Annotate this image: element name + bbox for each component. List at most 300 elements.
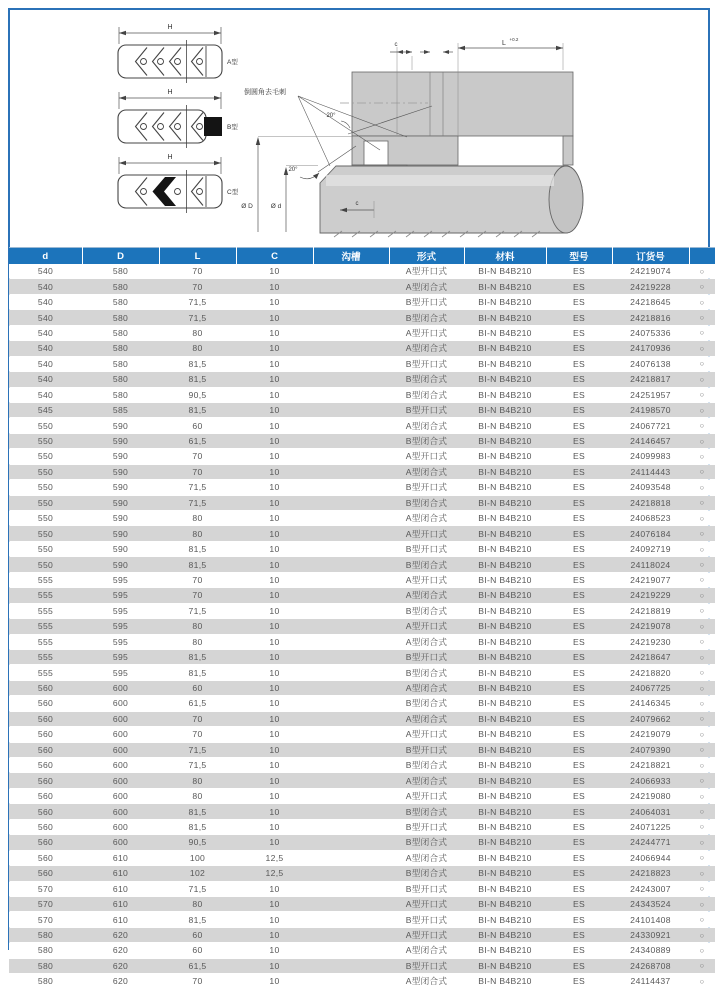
table-cell: 70 — [192, 729, 203, 740]
table-cell: ES — [572, 513, 586, 524]
table-cell: 24340889 — [630, 945, 671, 956]
table-cell: 10 — [269, 899, 280, 910]
table-cell: ES — [572, 621, 586, 632]
table-cell: A型开口式 — [405, 451, 448, 462]
table-cell: 24218645 — [630, 297, 671, 308]
table-cell: 10 — [269, 729, 280, 740]
table-cell: 10 — [269, 436, 280, 447]
angle-20-lower: 20° — [288, 167, 298, 173]
table-row — [9, 310, 715, 325]
table-row — [9, 696, 715, 711]
table-cell: 540 — [37, 343, 54, 354]
header-order-no: 订货号 — [612, 248, 689, 265]
table-cell: 560 — [37, 713, 54, 724]
table-cell: 600 — [112, 791, 129, 802]
table-cell: 580 — [37, 976, 54, 987]
table-cell: B型闭合式 — [405, 312, 448, 323]
table-cell: B型开口式 — [405, 960, 448, 971]
table-cell: 24218816 — [630, 312, 671, 323]
availability-circle: ○ — [699, 915, 705, 925]
availability-circle: ○ — [699, 266, 705, 276]
table-cell: 540 — [37, 374, 54, 385]
availability-circle: ○ — [699, 745, 705, 755]
table-cell: A型闭合式 — [405, 945, 448, 956]
table-cell: 555 — [37, 636, 54, 647]
table-cell: 10 — [269, 420, 280, 431]
table-cell: ES — [572, 636, 586, 647]
table-cell: BI-N B4B210 — [478, 358, 532, 369]
table-cell: 24218819 — [630, 605, 671, 616]
table-row — [9, 711, 715, 726]
table-cell: 560 — [37, 837, 54, 848]
table-cell: 590 — [112, 497, 129, 508]
table-cell: 600 — [112, 698, 129, 709]
table-row — [9, 511, 715, 526]
table-cell: 10 — [269, 574, 280, 585]
availability-circle: ○ — [699, 328, 705, 338]
table-cell: ES — [572, 436, 586, 447]
table-cell: 10 — [269, 297, 280, 308]
availability-circle: ○ — [699, 884, 705, 894]
table-cell: BI-N B4B210 — [478, 852, 532, 863]
availability-circle: ○ — [699, 837, 705, 847]
table-cell: 595 — [112, 621, 129, 632]
table-cell — [313, 356, 389, 371]
table-cell: 24218820 — [630, 667, 671, 678]
table-cell: 555 — [37, 590, 54, 601]
table-cell: 545 — [37, 405, 54, 416]
table-cell: 540 — [37, 281, 54, 292]
table-cell: 555 — [37, 574, 54, 585]
availability-circle: ○ — [699, 976, 705, 986]
table-cell: ES — [572, 544, 586, 555]
table-cell: 10 — [269, 914, 280, 925]
availability-circle: ○ — [699, 467, 705, 477]
table-cell: 600 — [112, 806, 129, 817]
table-cell: 560 — [37, 806, 54, 817]
seal-section-a — [118, 24, 238, 83]
dim-c-bottom-label: c — [355, 201, 359, 207]
table-cell: 10 — [269, 590, 280, 601]
availability-circle: ○ — [699, 807, 705, 817]
table-cell: 540 — [37, 312, 54, 323]
table-cell: 600 — [112, 837, 129, 848]
table-cell: 540 — [37, 358, 54, 369]
table-row — [9, 294, 715, 309]
availability-circle: ○ — [699, 868, 705, 878]
table-cell: ES — [572, 466, 586, 477]
availability-circle: ○ — [699, 498, 705, 508]
table-cell: 550 — [37, 528, 54, 539]
table-cell: A型开口式 — [405, 327, 448, 338]
table-cell: 24114443 — [630, 466, 671, 477]
dim-l-tolerance: +0.2 — [509, 37, 519, 42]
table-cell: 560 — [37, 683, 54, 694]
table-cell: ES — [572, 281, 586, 292]
technical-drawing — [8, 8, 712, 246]
table-cell: BI-N B4B210 — [478, 760, 532, 771]
table-row — [9, 341, 715, 356]
installation-drawing — [241, 37, 583, 237]
table-cell: 70 — [192, 976, 203, 987]
table-cell: BI-N B4B210 — [478, 590, 532, 601]
table-cell: BI-N B4B210 — [478, 482, 532, 493]
table-cell — [313, 387, 389, 402]
table-cell: 71,5 — [188, 605, 207, 616]
availability-circle: ○ — [699, 961, 705, 971]
table-row — [9, 881, 715, 896]
header-D: D — [82, 248, 159, 265]
table-cell: ES — [572, 698, 586, 709]
table-cell: 10 — [269, 405, 280, 416]
table-cell: 80 — [192, 791, 203, 802]
table-cell: 600 — [112, 775, 129, 786]
table-row — [9, 896, 715, 911]
dim-dia-d-label: Ø d — [270, 203, 282, 210]
header-availability — [689, 248, 715, 265]
table-cell: B型闭合式 — [405, 698, 448, 709]
table-cell: 540 — [37, 327, 54, 338]
table-cell: B型闭合式 — [405, 605, 448, 616]
table-cell: ES — [572, 791, 586, 802]
table-cell: 71,5 — [188, 312, 207, 323]
table-cell: A型闭合式 — [405, 281, 448, 292]
table-cell: 80 — [192, 327, 203, 338]
table-cell: 555 — [37, 621, 54, 632]
table-cell: 70 — [192, 281, 203, 292]
table-cell: ES — [572, 559, 586, 570]
table-cell: 24198570 — [630, 405, 671, 416]
table-cell: ES — [572, 266, 586, 277]
table-cell: BI-N B4B210 — [478, 605, 532, 616]
table-cell: BI-N B4B210 — [478, 513, 532, 524]
table-cell — [313, 665, 389, 680]
table-cell: 10 — [269, 683, 280, 694]
table-cell: A型开口式 — [405, 791, 448, 802]
table-cell: BI-N B4B210 — [478, 544, 532, 555]
availability-circle: ○ — [699, 405, 705, 415]
table-cell: ES — [572, 883, 586, 894]
table-row — [9, 850, 715, 865]
table-cell: 24218818 — [630, 497, 671, 508]
table-cell: BI-N B4B210 — [478, 266, 532, 277]
table-cell — [313, 464, 389, 479]
table-row — [9, 619, 715, 634]
table-cell: 60 — [192, 420, 203, 431]
availability-circle: ○ — [699, 621, 705, 631]
table-cell: 24067725 — [630, 683, 671, 694]
table-cell: 10 — [269, 636, 280, 647]
table-cell: ES — [572, 374, 586, 385]
dim-h-label: H — [167, 89, 173, 96]
table-cell: BI-N B4B210 — [478, 420, 532, 431]
table-cell: 24243007 — [630, 883, 671, 894]
table-cell: 610 — [112, 883, 129, 894]
table-cell: 24219078 — [630, 621, 671, 632]
table-cell — [313, 341, 389, 356]
table-cell: 24079390 — [630, 744, 671, 755]
table-row — [9, 480, 715, 495]
table-cell: 71,5 — [188, 297, 207, 308]
availability-circle: ○ — [699, 513, 705, 523]
table-row — [9, 464, 715, 479]
table-cell: BI-N B4B210 — [478, 528, 532, 539]
table-cell: 10 — [269, 621, 280, 632]
table-cell: 71,5 — [188, 760, 207, 771]
table-cell: 595 — [112, 605, 129, 616]
table-cell: A型闭合式 — [405, 976, 448, 987]
header-C: C — [236, 248, 313, 265]
table-cell: 24071225 — [630, 821, 671, 832]
table-cell: 10 — [269, 698, 280, 709]
table-cell: ES — [572, 667, 586, 678]
table-cell: 10 — [269, 930, 280, 941]
table-cell: 80 — [192, 343, 203, 354]
table-cell: ES — [572, 899, 586, 910]
table-cell — [313, 480, 389, 495]
table-cell: ES — [572, 327, 586, 338]
table-cell: 80 — [192, 513, 203, 524]
table-cell: 580 — [37, 930, 54, 941]
table-cell — [313, 804, 389, 819]
table-cell: A型闭合式 — [405, 713, 448, 724]
table-cell — [313, 850, 389, 865]
table-cell: B型闭合式 — [405, 868, 448, 879]
table-cell: BI-N B4B210 — [478, 312, 532, 323]
table-cell: ES — [572, 343, 586, 354]
table-cell: 81,5 — [188, 667, 207, 678]
table-cell: 70 — [192, 266, 203, 277]
table-cell: B型闭合式 — [405, 760, 448, 771]
availability-circle: ○ — [699, 482, 705, 492]
table-cell — [313, 541, 389, 556]
table-cell: 620 — [112, 960, 129, 971]
table-cell: 10 — [269, 837, 280, 848]
table-cell: ES — [572, 775, 586, 786]
table-cell: 10 — [269, 544, 280, 555]
table-cell: 80 — [192, 528, 203, 539]
table-cell: BI-N B4B210 — [478, 281, 532, 292]
table-cell: BI-N B4B210 — [478, 389, 532, 400]
table-cell: 590 — [112, 544, 129, 555]
table-cell: 580 — [37, 960, 54, 971]
table-cell: 10 — [269, 652, 280, 663]
table-cell: 61,5 — [188, 698, 207, 709]
table-cell: B型开口式 — [405, 544, 448, 555]
table-cell — [313, 264, 389, 279]
table-cell: BI-N B4B210 — [478, 883, 532, 894]
table-cell: 620 — [112, 930, 129, 941]
table-cell: 24170936 — [630, 343, 671, 354]
table-cell: B型闭合式 — [405, 374, 448, 385]
table-cell: BI-N B4B210 — [478, 559, 532, 570]
header-model: 型号 — [546, 248, 612, 265]
table-cell: 24118024 — [630, 559, 671, 570]
table-cell: 590 — [112, 528, 129, 539]
table-cell: 10 — [269, 960, 280, 971]
table-cell: 10 — [269, 389, 280, 400]
table-cell — [313, 773, 389, 788]
table-cell: A型开口式 — [405, 574, 448, 585]
table-cell: A型开口式 — [405, 930, 448, 941]
table-cell: 81,5 — [188, 821, 207, 832]
table-cell: 590 — [112, 513, 129, 524]
table-row — [9, 603, 715, 618]
table-row — [9, 264, 715, 279]
table-cell: A型开口式 — [405, 528, 448, 539]
table-cell — [313, 696, 389, 711]
table-cell: BI-N B4B210 — [478, 574, 532, 585]
table-cell: 10 — [269, 791, 280, 802]
table-cell — [313, 943, 389, 958]
table-cell: A型开口式 — [405, 899, 448, 910]
table-cell — [313, 819, 389, 834]
table-cell: 90,5 — [188, 837, 207, 848]
table-cell — [313, 974, 389, 989]
table-cell — [313, 927, 389, 942]
table-cell: B型闭合式 — [405, 806, 448, 817]
availability-circle: ○ — [699, 544, 705, 554]
table-cell: ES — [572, 652, 586, 663]
table-row — [9, 372, 715, 387]
table-row — [9, 974, 715, 989]
table-cell — [313, 557, 389, 572]
table-cell: ES — [572, 497, 586, 508]
table-cell: 70 — [192, 590, 203, 601]
table-cell: BI-N B4B210 — [478, 960, 532, 971]
table-cell: ES — [572, 605, 586, 616]
table-cell: BI-N B4B210 — [478, 791, 532, 802]
table-cell: ES — [572, 683, 586, 694]
table-cell — [313, 372, 389, 387]
table-row — [9, 727, 715, 742]
header-d: d — [9, 248, 82, 265]
availability-circle: ○ — [699, 945, 705, 955]
table-cell: 10 — [269, 945, 280, 956]
table-cell: 610 — [112, 852, 129, 863]
availability-circle: ○ — [699, 390, 705, 400]
availability-circle: ○ — [699, 791, 705, 801]
table-cell: 81,5 — [188, 914, 207, 925]
table-cell: A型闭合式 — [405, 683, 448, 694]
availability-circle: ○ — [699, 436, 705, 446]
table-cell: ES — [572, 806, 586, 817]
table-cell: 560 — [37, 698, 54, 709]
availability-circle: ○ — [699, 451, 705, 461]
table-cell: 540 — [37, 297, 54, 308]
table-cell — [313, 711, 389, 726]
table-cell — [313, 294, 389, 309]
table-cell: 24244771 — [630, 837, 671, 848]
availability-circle: ○ — [699, 637, 705, 647]
table-cell: 620 — [112, 976, 129, 987]
table-row — [9, 495, 715, 510]
table-cell: BI-N B4B210 — [478, 667, 532, 678]
table-cell: 10 — [269, 327, 280, 338]
angle-20-upper: 20° — [326, 113, 336, 119]
table-row — [9, 325, 715, 340]
table-cell: B型开口式 — [405, 883, 448, 894]
table-cell: B型闭合式 — [405, 667, 448, 678]
table-row — [9, 356, 715, 371]
table-cell: B型开口式 — [405, 914, 448, 925]
table-cell: 550 — [37, 436, 54, 447]
table-cell: 10 — [269, 605, 280, 616]
table-cell: 10 — [269, 358, 280, 369]
table-cell: BI-N B4B210 — [478, 775, 532, 786]
table-row — [9, 912, 715, 927]
table-cell: 595 — [112, 636, 129, 647]
table-cell: ES — [572, 528, 586, 539]
table-cell: 24343524 — [630, 899, 671, 910]
table-cell: BI-N B4B210 — [478, 436, 532, 447]
table-cell — [313, 680, 389, 695]
table-cell: 24219229 — [630, 590, 671, 601]
table-cell: BI-N B4B210 — [478, 899, 532, 910]
table-cell: 24068523 — [630, 513, 671, 524]
table-cell: 81,5 — [188, 405, 207, 416]
table-cell — [313, 279, 389, 294]
availability-circle: ○ — [699, 930, 705, 940]
table-cell: A型闭合式 — [405, 775, 448, 786]
table-cell: ES — [572, 945, 586, 956]
table-cell: 81,5 — [188, 358, 207, 369]
table-cell: 24251957 — [630, 389, 671, 400]
table-cell — [313, 325, 389, 340]
table-cell: 61,5 — [188, 436, 207, 447]
table-cell: B型闭合式 — [405, 837, 448, 848]
table-cell: 10 — [269, 760, 280, 771]
table-cell: 610 — [112, 914, 129, 925]
table-cell: 550 — [37, 559, 54, 570]
table-cell: 10 — [269, 883, 280, 894]
availability-circle: ○ — [699, 760, 705, 770]
table-cell: 560 — [37, 775, 54, 786]
table-cell: 560 — [37, 791, 54, 802]
dim-l-label: L — [502, 40, 506, 47]
availability-circle: ○ — [699, 313, 705, 323]
table-cell: ES — [572, 760, 586, 771]
table-cell: 600 — [112, 760, 129, 771]
table-cell: BI-N B4B210 — [478, 297, 532, 308]
table-row — [9, 927, 715, 942]
table-cell: 24218821 — [630, 760, 671, 771]
table-cell: 580 — [112, 343, 129, 354]
table-cell — [313, 526, 389, 541]
table-row — [9, 541, 715, 556]
header-form: 形式 — [389, 248, 464, 265]
table-cell: 550 — [37, 420, 54, 431]
table-cell: BI-N B4B210 — [478, 806, 532, 817]
table-row — [9, 572, 715, 587]
availability-circle: ○ — [699, 729, 705, 739]
seal-section-c — [118, 154, 239, 213]
table-cell: 550 — [37, 497, 54, 508]
table-cell — [313, 958, 389, 973]
table-cell: 24114437 — [630, 976, 671, 987]
table-cell: 600 — [112, 729, 129, 740]
table-cell — [313, 402, 389, 417]
table-cell: ES — [572, 729, 586, 740]
table-cell: 555 — [37, 652, 54, 663]
table-cell — [313, 572, 389, 587]
table-cell: 590 — [112, 420, 129, 431]
table-cell: 570 — [37, 883, 54, 894]
table-cell: 24146345 — [630, 698, 671, 709]
table-row — [9, 557, 715, 572]
table-row — [9, 279, 715, 294]
table-cell — [313, 449, 389, 464]
